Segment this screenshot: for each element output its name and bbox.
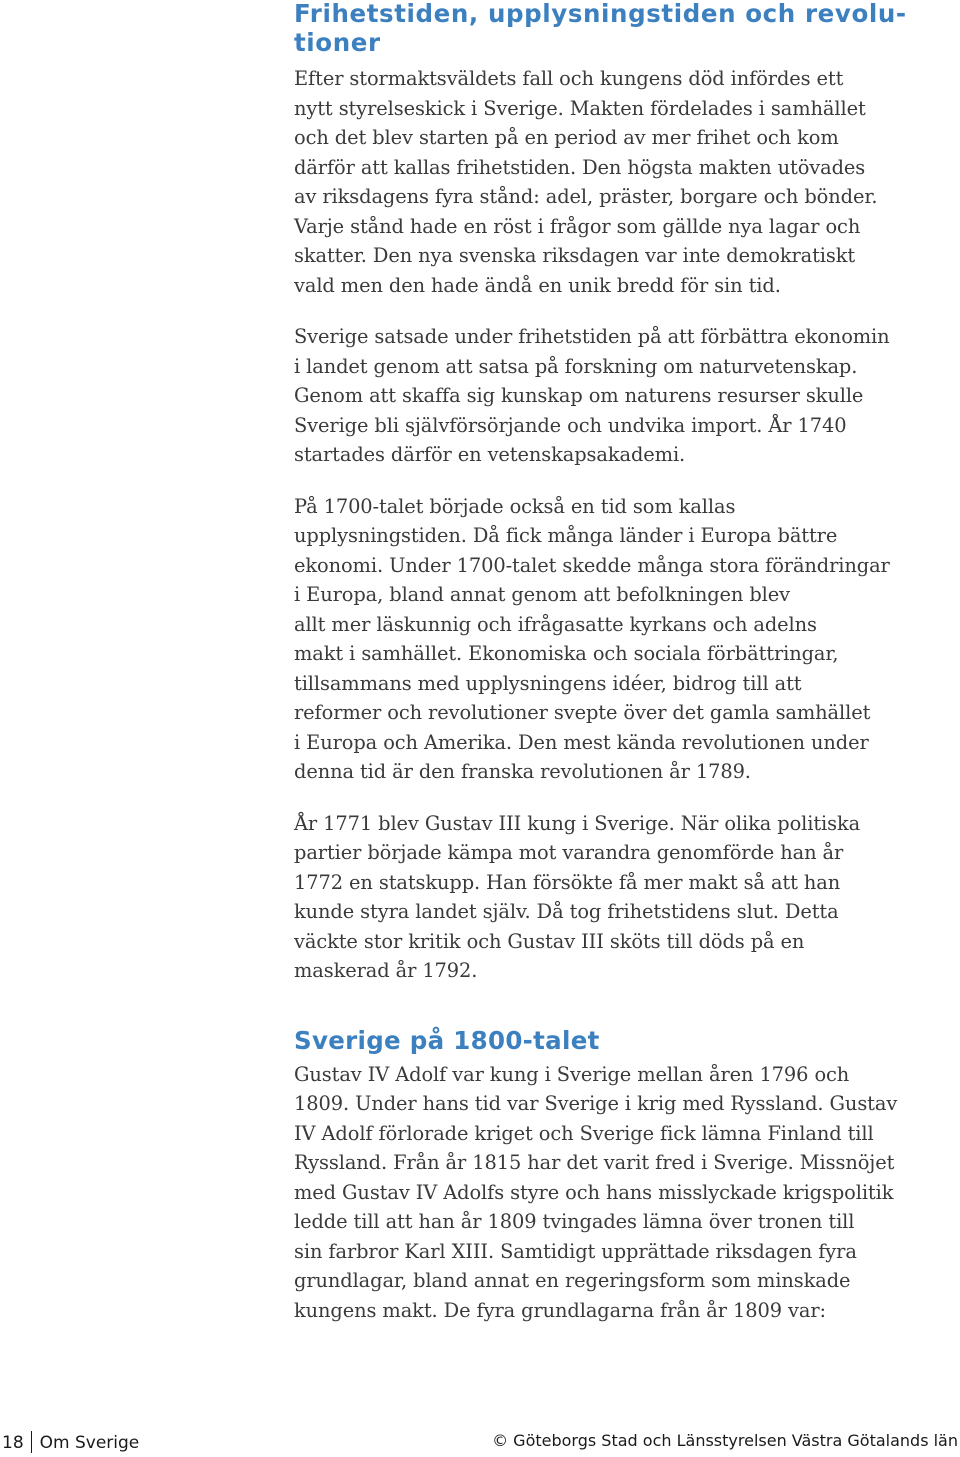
page-footer — [0, 1427, 960, 1457]
section-heading-frihetstiden: Frihetstiden, upplysningstiden och revolu- tioner — [294, 0, 907, 57]
page-number: 18 — [2, 1433, 24, 1453]
footer-copyright: © Göteborgs Stad och Länsstyrelsen Västra Götalands län — [492, 1431, 958, 1450]
paragraph: På 1700-talet började också en tid som kallas upplysningstiden. Då fick många länder i Europa bättre ekonomi. Under 1700-talet skedde många stora förändringar i Europa, bland annat genom att befolkningen blev allt mer läskunnig och ifrågasatte kyrkans och adelns makt i samhället. Ekonomiska och sociala förbättringar, tillsammans med upplysningens idéer, bidrog till att reformer och revolutioner svepte över det gamla samhället i Europa och Amerika. Den mest kända revolutionen under denna tid är den franska revolutionen år 1789. — [294, 494, 890, 783]
footer-section-name: Om Sverige — [39, 1433, 140, 1453]
footer-divider — [31, 1431, 32, 1453]
section-heading-1800-talet: Sverige på 1800-talet — [294, 1025, 600, 1055]
paragraph: År 1771 blev Gustav III kung i Sverige. När olika politiska partier började kämpa mot varandra genomförde han år 1772 en statskupp. Han försökte få mer makt så att han kunde styra landet själv. Då tog frihetstidens slut. Detta väckte stor kritik och Gustav III sköts till döds på en maskerad år 1792. — [294, 811, 861, 982]
main-content — [294, 0, 934, 1325]
paragraph: Sverige satsade under frihetstiden på att förbättra ekonomin i landet genom att satsa på forskning om naturvetenskap. Genom att skaffa sig kunskap om naturens resurser skulle Sverige bli självförsörjande och undvika import. År 1740 startades därför en vetenskapsakademi. — [294, 325, 890, 466]
paragraph: Gustav IV Adolf var kung i Sverige mellan åren 1796 och 1809. Under hans tid var Sverige i krig med Ryssland. Gustav IV Adolf förlorade kriget och Sverige fick lämna Finland till Ryssland. Från år 1815 har det varit fred i Sverige. Missnöjet med Gustav IV Adolfs styre och hans misslyckade krigspolitik ledde till att han år 1809 tvingades lämna över tronen till sin farbror Karl XIII. Samtidigt upprättade riksdagen fyra grundlagar, bland annat en regeringsform som minskade kungens makt. De fyra grundlagarna från år 1809 var: — [294, 1062, 898, 1322]
paragraph: Efter stormaktsväldets fall och kungens död infördes ett nytt styrelseskick i Sverige. Makten fördelades i samhället och det blev starten på en period av mer frihet och kom därför att kallas frihetstiden. Den högsta makten utövades av riksdagens fyra stånd: adel, präster, borgare och bönder. Varje stånd hade en röst i frågor som gällde nya lagar och skatter. Den nya svenska riksdagen var inte demokratiskt vald men den hade ändå en unik bredd för sin tid. — [294, 67, 878, 297]
footer-page-info — [2, 1431, 139, 1453]
